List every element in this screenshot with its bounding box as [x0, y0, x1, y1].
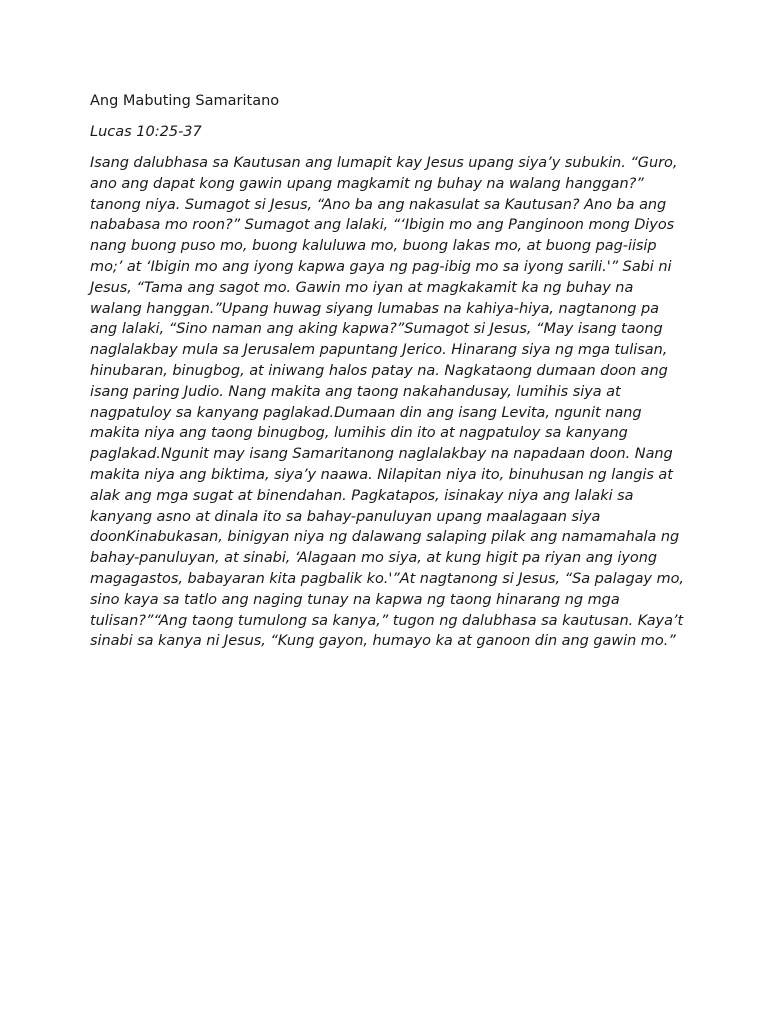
body-paragraph: Isang dalubhasa sa Kautusan ang lumapit kay Jesus upang siya’y subukin. “Guro, ano ang dapat kong gawin upang magkamit ng buhay na walang hanggan?” tanong niya. Sumagot si Jesus, “Ano ba ang nakasulat sa Kautusan? Ano ba ang nababasa mo roon?” Sumagot ang lalaki, “‘Ibigin mo ang Panginoon mong Diyos nang buong puso mo, buong kaluluwa mo, buong lakas mo, at buong pag-iisip mo;’ at ‘Ibigin mo ang iyong kapwa gaya ng pag-ibig mo sa iyong sarili.'” Sabi ni Jesus, “Tama ang sagot mo. Gawin mo iyan at magkakamit ka ng buhay na walang hanggan.”Upang huwag siyang lumabas na kahiya-hiya, nagtanong pa ang lalaki, “Sino naman ang aking kapwa?”Sumagot si Jesus, “May isang taong naglalakbay mula sa Jerusalem papuntang Jerico. Hinarang siya ng mga tulisan, hinubaran, binugbog, at iniwang halos patay na. Nagkataong dumaan doon ang isang paring Judio. Nang makita ang taong nakahandusay, lumihis siya at nagpatuloy sa kanyang paglakad.Dumaan din ang isang Levita, ngunit nang makita niya ang taong binugbog, lumihis din ito at nagpatuloy sa kanyang paglakad.Ngunit may isang Samaritanong naglalakbay na napadaan doon. Nang makita niya ang biktima, siya’y naawa. Nilapitan niya ito, binuhusan ng langis at alak ang mga sugat at binendahan. Pagkatapos, isinakay niya ang lalaki sa kanyang asno at dinala ito sa bahay-panuluyan upang maalagaan siya doonKinabukasan, binigyan niya ng dalawang salaping pilak ang namamahala ng bahay-panuluyan, at sinabi, ‘Alagaan mo siya, at kung higit pa riyan ang iyong magagastos, babayaran kita pagbalik ko.'”At nagtanong si Jesus, “Sa palagay mo, sino kaya sa tatlo ang naging tunay na kapwa ng taong hinarang ng mga tulisan?”“Ang taong tumulong sa kanya,” tugon ng dalubhasa sa kautusan. Kaya’t sinabi sa kanya ni Jesus, “Kung gayon, humayo ka at ganoon din ang gawin mo.”	[90, 155, 684, 650]
document-page	[90, 91, 686, 652]
scripture-reference: Lucas 10:25-37	[90, 124, 202, 140]
document-title: Ang Mabuting Samaritano	[90, 93, 280, 109]
